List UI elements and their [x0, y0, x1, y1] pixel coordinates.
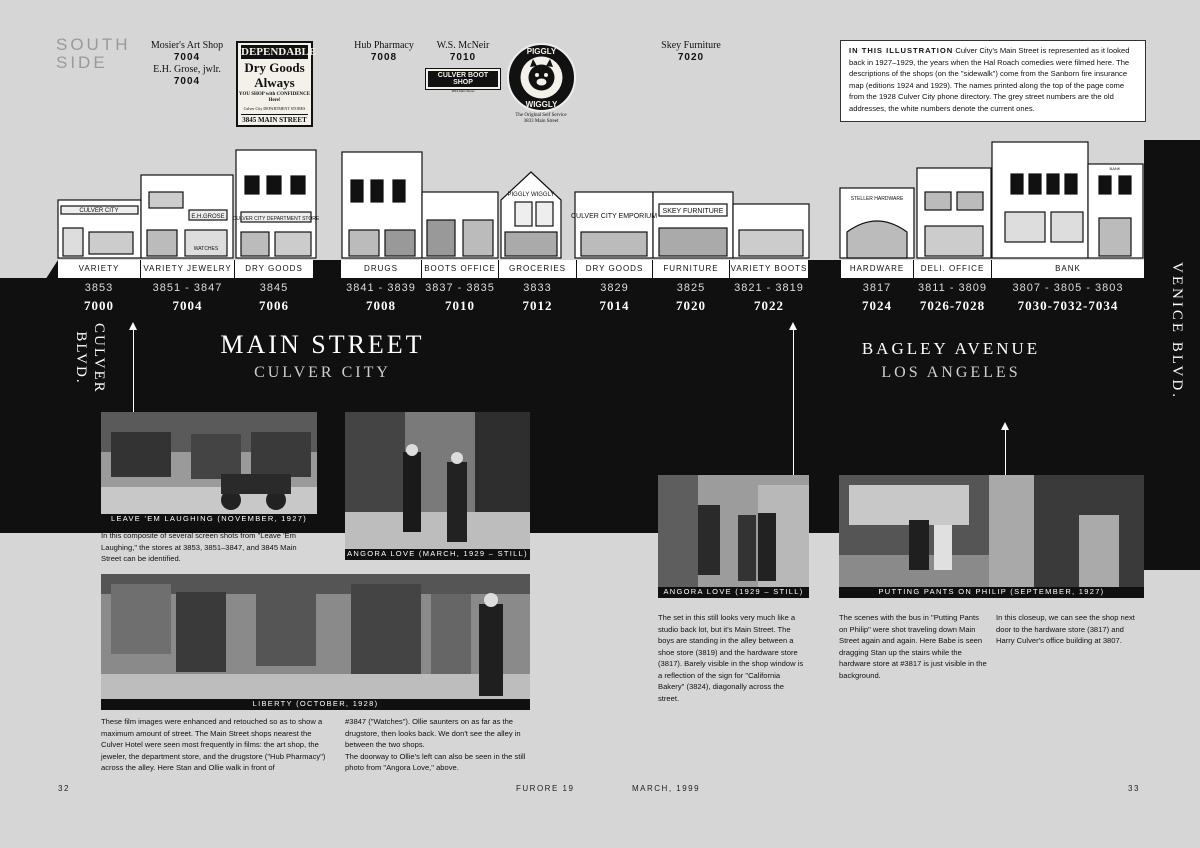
piggly-wiggly-logo — [507, 43, 576, 112]
ad-line: Always — [254, 75, 295, 90]
info-lead: IN THIS ILLUSTRATION — [849, 46, 954, 55]
new-address: 7020 — [676, 298, 706, 313]
caption-putting-pants-on-philip: PUTTING PANTS ON PHILIP (SEPTEMBER, 1927) — [839, 587, 1144, 598]
new-address: 7030-7032-7034 — [1017, 298, 1119, 313]
piggly-top-text: PIGGLY — [526, 47, 557, 56]
caption-liberty: LIBERTY (OCTOBER, 1928) — [101, 699, 530, 710]
arrow-up-icon — [1001, 422, 1009, 430]
shop-label-deli-office: DELI. OFFICE — [914, 260, 991, 278]
sign-piggly-wiggly: PIGGLY WIGGLY — [507, 192, 555, 198]
shop-label-bank: BANK — [992, 260, 1144, 278]
new-address: 7022 — [754, 298, 784, 313]
culver-city-subtitle: CULVER CITY — [254, 364, 391, 381]
new-address: 7014 — [599, 298, 630, 313]
shop-number: 7008 — [370, 52, 398, 63]
bagley-avenue-title: BAGLEY AVENUE — [861, 339, 1041, 358]
old-address: 3817 — [862, 282, 892, 294]
ad-address: 3845 MAIN STREET — [242, 116, 307, 124]
old-address: 3837 - 3835 — [425, 282, 495, 294]
sign-steller-hardware: STELLER HARDWARE — [850, 196, 904, 202]
text-putting-pants-2: In this closeup, we can see the shop next door to the hardware store (3817) and Harry Culver's office building at 3807. — [996, 613, 1135, 645]
old-address: 3833 — [523, 282, 552, 294]
sign-skey-furniture: SKEY FURNITURE — [662, 208, 724, 215]
old-address: 3811 - 3809 — [918, 282, 987, 294]
shop-label-variety-jewelry: VARIETY JEWELRY — [141, 260, 234, 278]
shop-name: Mosier's Art Shop — [150, 40, 224, 51]
old-address: 3853 — [84, 282, 114, 294]
shop-label-groceries: GROCERIES — [499, 260, 576, 278]
page-number-left: 32 — [58, 784, 70, 793]
sign-culver-city: CULVER CITY — [79, 208, 119, 214]
info-text: Culver City's Main Street is represented as it looked back in 1927–1929, the years when the Hal Roach comedies were filmed here. The descriptions of the shops (on the "sidewalk") come from the Sanborn fire insurance map (editions 1924 and 1929). The names printed along the top of the page come from the 1928 Culver City phone directory. The grey street numbers are the old addresses, the white numbers denote the current ones. — [849, 46, 1130, 113]
south-side-line1: SOUTH — [56, 35, 131, 54]
boot-shop-advertisement — [425, 68, 501, 93]
photo-leave-em-laughing — [101, 412, 317, 514]
photo-angora-love-march — [345, 412, 530, 549]
arrow-line — [1005, 430, 1006, 476]
main-street-title: MAIN STREET — [220, 330, 425, 359]
sign-bank: BANK — [1109, 166, 1121, 171]
shop-number: 7010 — [449, 52, 477, 63]
photo-angora-love-still — [658, 475, 809, 587]
new-address: 7004 — [172, 298, 203, 313]
text-liberty-2b: The doorway to Ollie's left can also be seen in the still photo from "Angora Love," above. — [345, 751, 526, 772]
south-side-line2: SIDE — [56, 53, 108, 72]
arrow-up-icon — [129, 322, 137, 330]
piggly-caption-line2: 3833 Main Street — [523, 119, 559, 124]
shop-label-boots-office: BOOTS OFFICE — [422, 260, 498, 278]
shop-name: Skey Furniture — [661, 40, 721, 51]
text-liberty-1: These film images were enhanced and retouched so as to show a maximum amount of street. The Main Street shops nearest the Culver Hotel were seen most frequently in films: the art shop, the jeweler, the department store, and the drugstore ("Hub Pharmacy") across the alley. Here Stan and Ollie walk in front of — [101, 717, 326, 772]
venice-blvd-label: VENICE BLVD. — [1169, 262, 1185, 400]
new-address: 7010 — [445, 298, 475, 313]
arrow-line — [793, 330, 794, 475]
ad-slogan: YOU SHOP with CONFIDENCE Here! — [238, 92, 311, 103]
arrow-line — [133, 330, 134, 412]
issue-date: MARCH, 1999 — [632, 784, 701, 793]
shop-label-variety: VARIETY — [58, 260, 140, 278]
new-address: 7006 — [259, 298, 289, 313]
shop-name: E.H. Grose, jwlr. — [153, 64, 221, 75]
shop-number: 7020 — [677, 52, 705, 63]
old-address: 3821 - 3819 — [734, 282, 804, 294]
caption-angora-love-still: ANGORA LOVE (1929 – STILL) — [658, 587, 809, 598]
ad-title: DEPENDABLE — [241, 46, 317, 58]
photo-liberty — [101, 574, 530, 699]
old-address: 3807 - 3805 - 3803 — [1012, 282, 1124, 294]
new-address: 7024 — [862, 298, 892, 313]
text-leave-em-laughing: In this composite of several screen shots from "Leave 'Em Laughing," the stores at 3853, 3851–3847, and 3845 Main Street can be identified. — [101, 531, 297, 563]
old-address: 3841 - 3839 — [346, 282, 416, 294]
ad-title: CULVER BOOT SHOP — [428, 71, 498, 87]
old-address: 3825 — [676, 282, 706, 294]
directory-hub — [348, 40, 420, 64]
shop-name: W.S. McNeir — [436, 40, 490, 51]
piggly-caption — [495, 113, 587, 125]
text-angora-love-still: The set in this still looks very much like a studio back lot, but it's Main Street. The boys are standing in the alley between a shoe store (3819) and the hardware store (3817). Barely visible in the shop window is a reflection of the sign for "California Bakery" (3824), diagonally across the street. — [658, 613, 804, 703]
arrow-up-icon — [789, 322, 797, 330]
text-liberty-2a: #3847 ("Watches"). Ollie saunters on as far as the drugstore, then looks back. We don't see the alley in between the two shops. — [345, 717, 521, 749]
caption-angora-love-march: ANGORA LOVE (MARCH, 1929 – STILL) — [345, 549, 530, 560]
caption-leave-em-laughing: LEAVE 'EM LAUGHING (NOVEMBER, 1927) — [101, 514, 317, 525]
south-side-label — [56, 36, 131, 72]
sign-watches: WATCHES — [193, 246, 219, 252]
illustration-info-box — [840, 40, 1146, 122]
new-address: 7000 — [84, 298, 114, 313]
shop-label-variety-boots: VARIETY BOOTS — [730, 260, 808, 278]
ad-line: Dry Goods — [244, 60, 305, 75]
shop-number: 7004 — [173, 76, 201, 87]
shop-label-drugs: DRUGS — [341, 260, 421, 278]
piggly-caption-line1: The Original Self Service — [515, 113, 567, 118]
text-putting-pants-1: The scenes with the bus in "Putting Pants on Philip" were shot traveling down Main Street again and again. Here Babe is seen dragging Stan up the stairs while the hardware store at #3817 is just visible in the background. — [839, 613, 987, 680]
shop-label-hardware: HARDWARE — [841, 260, 913, 278]
piggly-bottom-text: WIGGLY — [525, 100, 558, 109]
ad-store: Culver City DEPARTMENT STORES — [243, 106, 306, 111]
page-number-right: 33 — [1128, 784, 1140, 793]
old-address: 3845 — [259, 282, 289, 294]
directory-skey — [652, 40, 730, 64]
new-address: 7008 — [366, 298, 396, 313]
dry-goods-advertisement — [236, 41, 317, 127]
new-address: 7026-7028 — [919, 298, 986, 313]
photo-putting-pants-on-philip — [839, 475, 1144, 587]
text-liberty-2 — [345, 716, 535, 774]
shop-label-dry-goods: DRY GOODS — [235, 260, 313, 278]
old-address: 3851 - 3847 — [152, 282, 223, 294]
directory-mosier — [146, 40, 228, 88]
culver-blvd-label: CULVER BLVD. — [73, 323, 107, 394]
shop-name: Hub Pharmacy — [354, 40, 414, 51]
old-address: 3829 — [600, 282, 629, 294]
new-address: 7012 — [522, 298, 553, 313]
shop-number: 7004 — [173, 52, 201, 63]
shop-label-furniture: FURNITURE — [653, 260, 729, 278]
ad-address: 3819 Main Street — [451, 89, 475, 93]
sign-emporium: CULVER CITY EMPORIUM — [570, 213, 658, 220]
storefront-illustration — [55, 140, 1145, 262]
los-angeles-subtitle: LOS ANGELES — [881, 364, 1021, 381]
sign-dept-store: CULVER CITY DEPARTMENT STORE — [232, 216, 320, 222]
shop-label-dry-goods-2: DRY GOODS — [577, 260, 652, 278]
magazine-name: FURORE 19 — [516, 784, 575, 793]
sign-grose: E.H.GROSE — [191, 214, 225, 220]
directory-mcneir — [428, 40, 498, 64]
